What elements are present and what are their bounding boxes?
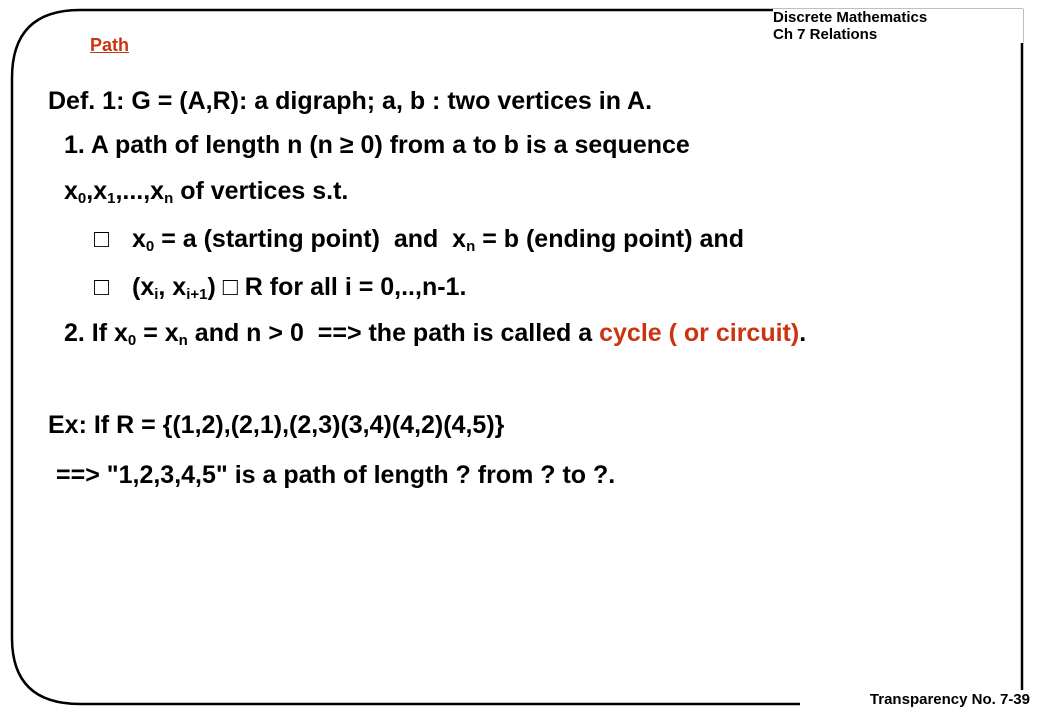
slide-header xyxy=(773,9,1023,43)
cycle-definition: 2. If $x_0 = x_n$ and n > 0 ==> the path is called a cycle ( or circuit). xyxy=(64,319,807,349)
example-line-1: Ex: If R = {(1,2),(2,1),(2,3)(3,4)(4,2)(4,5)} xyxy=(48,411,505,439)
cycle-period: . xyxy=(799,319,807,347)
cycle-term: cycle ( or circuit) xyxy=(599,319,800,347)
page-title: Path xyxy=(90,35,130,55)
bullet-icon: □ xyxy=(94,273,110,301)
condition-1: □ $x_0 = a$ (starting point) and $x_n = b$ (ending point) and xyxy=(94,225,744,255)
condition-2: □ ($x_i$, $x_{i+1}$) □ R for all i = 0,..,n-1. xyxy=(94,273,467,303)
example-line-2: ==> "1,2,3,4,5" is a path of length ? from ? to ?. xyxy=(56,461,616,489)
transparency-number: Transparency No. 7-39 xyxy=(800,690,1030,710)
definition-line-3: $x_0,x_1,...,x_n$ of vertices s.t. xyxy=(64,177,349,207)
course-name: Discrete Mathematics xyxy=(773,9,928,26)
bullet-icon: □ xyxy=(94,225,110,253)
chapter-name: Ch 7 Relations xyxy=(773,26,878,43)
definition-line-2: 1. A path of length n (n ≥ 0) from a to b is a sequence xyxy=(64,131,690,159)
definition-line-1: Def. 1: G = (A,R): a digraph; a, b : two vertices in A. xyxy=(48,87,653,115)
